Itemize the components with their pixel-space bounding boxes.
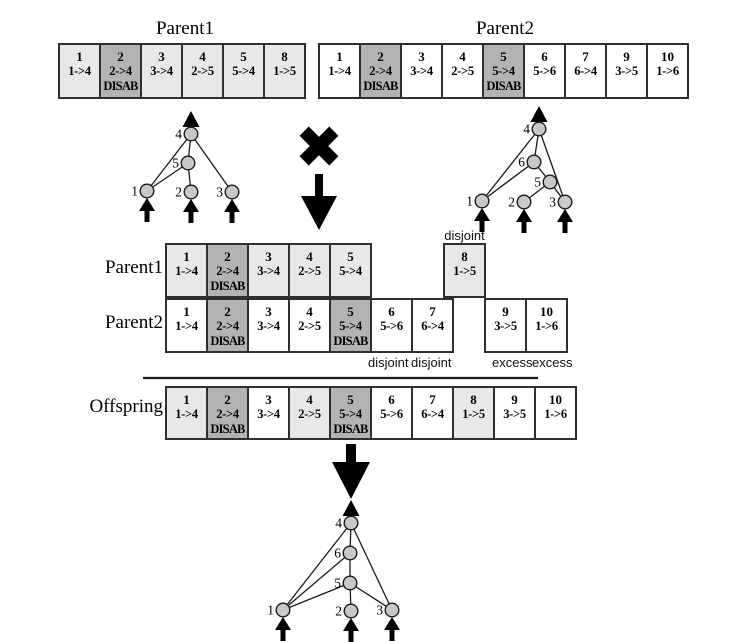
gene-mid_parent2-9 <box>484 298 527 353</box>
gene-top_parent1-8 <box>263 43 306 99</box>
gene-connection: 2->4 <box>216 319 239 333</box>
gene-number: 9 <box>623 49 630 64</box>
gene-number: 10 <box>661 49 674 64</box>
gene-number: 9 <box>502 304 509 319</box>
gene-number: 5 <box>240 49 247 64</box>
network-edge-3-4 <box>191 134 232 192</box>
gene-connection: 3->4 <box>150 64 173 78</box>
crossover-result-arrow-icon <box>301 174 337 230</box>
gene-connection: 2->4 <box>369 64 392 78</box>
input-arrow-icon <box>139 198 155 222</box>
gene-connection: 1->4 <box>175 264 198 278</box>
gene-number: 6 <box>388 392 395 407</box>
gene-connection: 1->6 <box>544 407 567 421</box>
output-arrow-icon <box>343 500 360 516</box>
network-node-5 <box>343 576 357 590</box>
gene-connection: 2->5 <box>298 407 321 421</box>
network-node-3 <box>225 185 239 199</box>
network-node-4 <box>184 127 198 141</box>
network-node-label: 5 <box>534 174 541 190</box>
gene-disabled-tag: DISAB <box>333 334 368 348</box>
network-node-2 <box>344 604 358 618</box>
gene-number: 3 <box>418 49 425 64</box>
gene-connection: 1->6 <box>535 319 558 333</box>
gene-connection: 1->5 <box>462 407 485 421</box>
gene-number: 2 <box>377 49 384 64</box>
crossover-x-icon <box>289 116 348 175</box>
gene-offspring-7 <box>411 386 454 440</box>
gene-connection: 2->4 <box>109 64 132 78</box>
network-node-label: 3 <box>376 602 383 618</box>
gene-connection: 1->4 <box>175 319 198 333</box>
network-node-5 <box>181 156 195 170</box>
network-node-label: 2 <box>175 184 182 200</box>
gene-top_parent1-2 <box>99 43 142 99</box>
gene-disabled-tag: DISAB <box>333 422 368 436</box>
gene-number: 2 <box>224 392 231 407</box>
gene-top_parent1-5 <box>222 43 265 99</box>
network-node-label: 6 <box>518 154 525 170</box>
offspring-network <box>267 500 400 642</box>
gene-number: 1 <box>183 304 190 319</box>
gene-number: 3 <box>265 249 272 264</box>
gene-number: 8 <box>281 49 288 64</box>
gene-offspring-6 <box>370 386 413 440</box>
gene-connection: 2->5 <box>298 319 321 333</box>
gene-mid_parent2-10 <box>525 298 568 353</box>
gene-top_parent2-9 <box>605 43 648 99</box>
gene-top_parent2-4 <box>441 43 484 99</box>
gene-disabled-tag: DISAB <box>210 422 245 436</box>
gene-top_parent1-1 <box>58 43 101 99</box>
gene-number: 4 <box>306 392 313 407</box>
gene-connection: 5->4 <box>339 407 362 421</box>
network-node-label: 3 <box>216 184 223 200</box>
gene-number: 5 <box>347 304 354 319</box>
middle-parent1-label: Parent1 <box>104 257 163 278</box>
input-arrow-icon <box>343 618 359 642</box>
gene-connection: 2->4 <box>216 407 239 421</box>
gene-connection: 6->4 <box>421 407 444 421</box>
gene-number: 2 <box>224 304 231 319</box>
gene-offspring-4 <box>288 386 331 440</box>
input-arrow-icon <box>516 209 532 233</box>
gene-connection: 1->4 <box>175 407 198 421</box>
gene-number: 5 <box>347 392 354 407</box>
gene-number: 2 <box>117 49 124 64</box>
parent1-title: Parent1 <box>155 18 215 39</box>
network-node-1 <box>276 603 290 617</box>
gene-connection: 5->4 <box>492 64 515 78</box>
gene-number: 7 <box>582 49 589 64</box>
network-node-6 <box>343 546 357 560</box>
gene-mid_parent2-6 <box>370 298 413 353</box>
offspring-label: Offspring <box>89 396 163 417</box>
network-node-4 <box>532 122 546 136</box>
gene-connection: 1->5 <box>453 264 476 278</box>
network-node-label: 5 <box>172 155 179 171</box>
disjoint-annotation-gene7: disjoint <box>411 355 452 370</box>
gene-number: 3 <box>265 304 272 319</box>
disjoint-annotation-gene6: disjoint <box>368 355 409 370</box>
gene-mid_parent1-3 <box>247 243 290 298</box>
gene-connection: 5->6 <box>533 64 556 78</box>
network-node-label: 5 <box>334 575 341 591</box>
gene-number: 1 <box>183 392 190 407</box>
gene-top_parent2-5 <box>482 43 525 99</box>
gene-number: 5 <box>500 49 507 64</box>
gene-mid_parent2-4 <box>288 298 331 353</box>
gene-mid_parent2-1 <box>165 298 208 353</box>
gene-number: 10 <box>540 304 553 319</box>
gene-connection: 2->5 <box>191 64 214 78</box>
output-arrow-icon <box>183 111 200 127</box>
parent1-network <box>131 111 240 223</box>
network-node-3 <box>385 603 399 617</box>
gene-connection: 3->5 <box>503 407 526 421</box>
network-node-label: 2 <box>335 603 342 619</box>
network-node-2 <box>184 185 198 199</box>
input-arrow-icon <box>224 199 240 223</box>
disjoint-annotation-gene8: disjoint <box>444 228 485 243</box>
gene-offspring-10 <box>534 386 577 440</box>
gene-connection: 1->6 <box>656 64 679 78</box>
gene-connection: 3->4 <box>410 64 433 78</box>
gene-disabled-tag: DISAB <box>210 334 245 348</box>
gene-disabled-tag: DISAB <box>363 79 398 93</box>
input-arrow-icon <box>557 209 573 233</box>
input-arrow-icon <box>384 617 400 641</box>
gene-mid_parent2-3 <box>247 298 290 353</box>
excess-annotation-gene10: excess <box>532 355 573 370</box>
gene-number: 4 <box>459 49 466 64</box>
gene-connection: 5->6 <box>380 319 403 333</box>
gene-connection: 3->5 <box>494 319 517 333</box>
gene-number: 4 <box>306 249 313 264</box>
gene-disabled-tag: DISAB <box>486 79 521 93</box>
gene-mid_parent2-7 <box>411 298 454 353</box>
gene-offspring-1 <box>165 386 208 440</box>
gene-mid_parent1-2 <box>206 243 249 298</box>
gene-top_parent2-1 <box>318 43 361 99</box>
gene-top_parent2-6 <box>523 43 566 99</box>
gene-connection: 3->4 <box>257 264 280 278</box>
network-node-3 <box>558 195 572 209</box>
gene-top_parent1-3 <box>140 43 183 99</box>
output-arrow-icon <box>531 106 548 122</box>
gene-connection: 1->4 <box>68 64 91 78</box>
gene-mid_parent1-5 <box>329 243 372 298</box>
network-node-label: 1 <box>267 602 274 618</box>
gene-offspring-9 <box>493 386 536 440</box>
gene-connection: 3->4 <box>257 319 280 333</box>
network-node-label: 4 <box>523 121 530 137</box>
input-arrow-icon <box>275 617 291 641</box>
gene-number: 3 <box>158 49 165 64</box>
gene-top_parent2-10 <box>646 43 689 99</box>
gene-number: 7 <box>429 304 436 319</box>
network-node-label: 2 <box>508 194 515 210</box>
network-node-2 <box>517 195 531 209</box>
gene-number: 9 <box>511 392 518 407</box>
gene-mid_parent2-5 <box>329 298 372 353</box>
gene-number: 8 <box>461 249 468 264</box>
network-edge-3-4 <box>539 129 565 202</box>
network-node-1 <box>140 184 154 198</box>
gene-connection: 6->4 <box>574 64 597 78</box>
gene-connection: 5->6 <box>380 407 403 421</box>
gene-connection: 2->4 <box>216 264 239 278</box>
gene-number: 4 <box>199 49 206 64</box>
gene-number: 2 <box>224 249 231 264</box>
gene-offspring-2 <box>206 386 249 440</box>
network-node-5 <box>543 175 557 189</box>
network-node-1 <box>475 194 489 208</box>
network-node-label: 1 <box>131 183 138 199</box>
gene-connection: 3->4 <box>257 407 280 421</box>
gene-number: 8 <box>470 392 477 407</box>
network-node-label: 6 <box>334 545 341 561</box>
gene-number: 6 <box>541 49 548 64</box>
parent2-title: Parent2 <box>475 18 535 39</box>
gene-disabled-tag: DISAB <box>103 79 138 93</box>
gene-number: 1 <box>183 249 190 264</box>
gene-mid_parent1-8 <box>443 243 486 298</box>
gene-number: 7 <box>429 392 436 407</box>
gene-top_parent2-3 <box>400 43 443 99</box>
gene-number: 1 <box>336 49 343 64</box>
gene-mid_parent1-4 <box>288 243 331 298</box>
gene-number: 4 <box>306 304 313 319</box>
gene-connection: 5->4 <box>339 319 362 333</box>
gene-number: 3 <box>265 392 272 407</box>
network-node-label: 3 <box>549 194 556 210</box>
gene-connection: 5->4 <box>339 264 362 278</box>
gene-top_parent2-2 <box>359 43 402 99</box>
gene-connection: 2->5 <box>451 64 474 78</box>
network-node-label: 1 <box>466 193 473 209</box>
gene-connection: 1->4 <box>328 64 351 78</box>
gene-number: 5 <box>347 249 354 264</box>
gene-offspring-8 <box>452 386 495 440</box>
gene-connection: 5->4 <box>232 64 255 78</box>
gene-disabled-tag: DISAB <box>210 279 245 293</box>
gene-connection: 2->5 <box>298 264 321 278</box>
offspring-phenotype-arrow-icon <box>332 444 370 499</box>
gene-number: 6 <box>388 304 395 319</box>
network-node-4 <box>344 516 358 530</box>
excess-annotation-gene9: excess <box>492 355 533 370</box>
middle-parent2-label: Parent2 <box>104 312 163 333</box>
gene-offspring-3 <box>247 386 290 440</box>
gene-connection: 3->5 <box>615 64 638 78</box>
gene-number: 10 <box>549 392 562 407</box>
gene-number: 1 <box>76 49 83 64</box>
parent2-network <box>466 106 573 233</box>
network-node-label: 4 <box>175 126 182 142</box>
network-node-6 <box>527 155 541 169</box>
network-node-label: 4 <box>335 515 342 531</box>
gene-top_parent2-7 <box>564 43 607 99</box>
gene-connection: 6->4 <box>421 319 444 333</box>
input-arrow-icon <box>183 199 199 223</box>
gene-offspring-5 <box>329 386 372 440</box>
gene-mid_parent1-1 <box>165 243 208 298</box>
gene-connection: 1->5 <box>273 64 296 78</box>
gene-top_parent1-4 <box>181 43 224 99</box>
gene-mid_parent2-2 <box>206 298 249 353</box>
